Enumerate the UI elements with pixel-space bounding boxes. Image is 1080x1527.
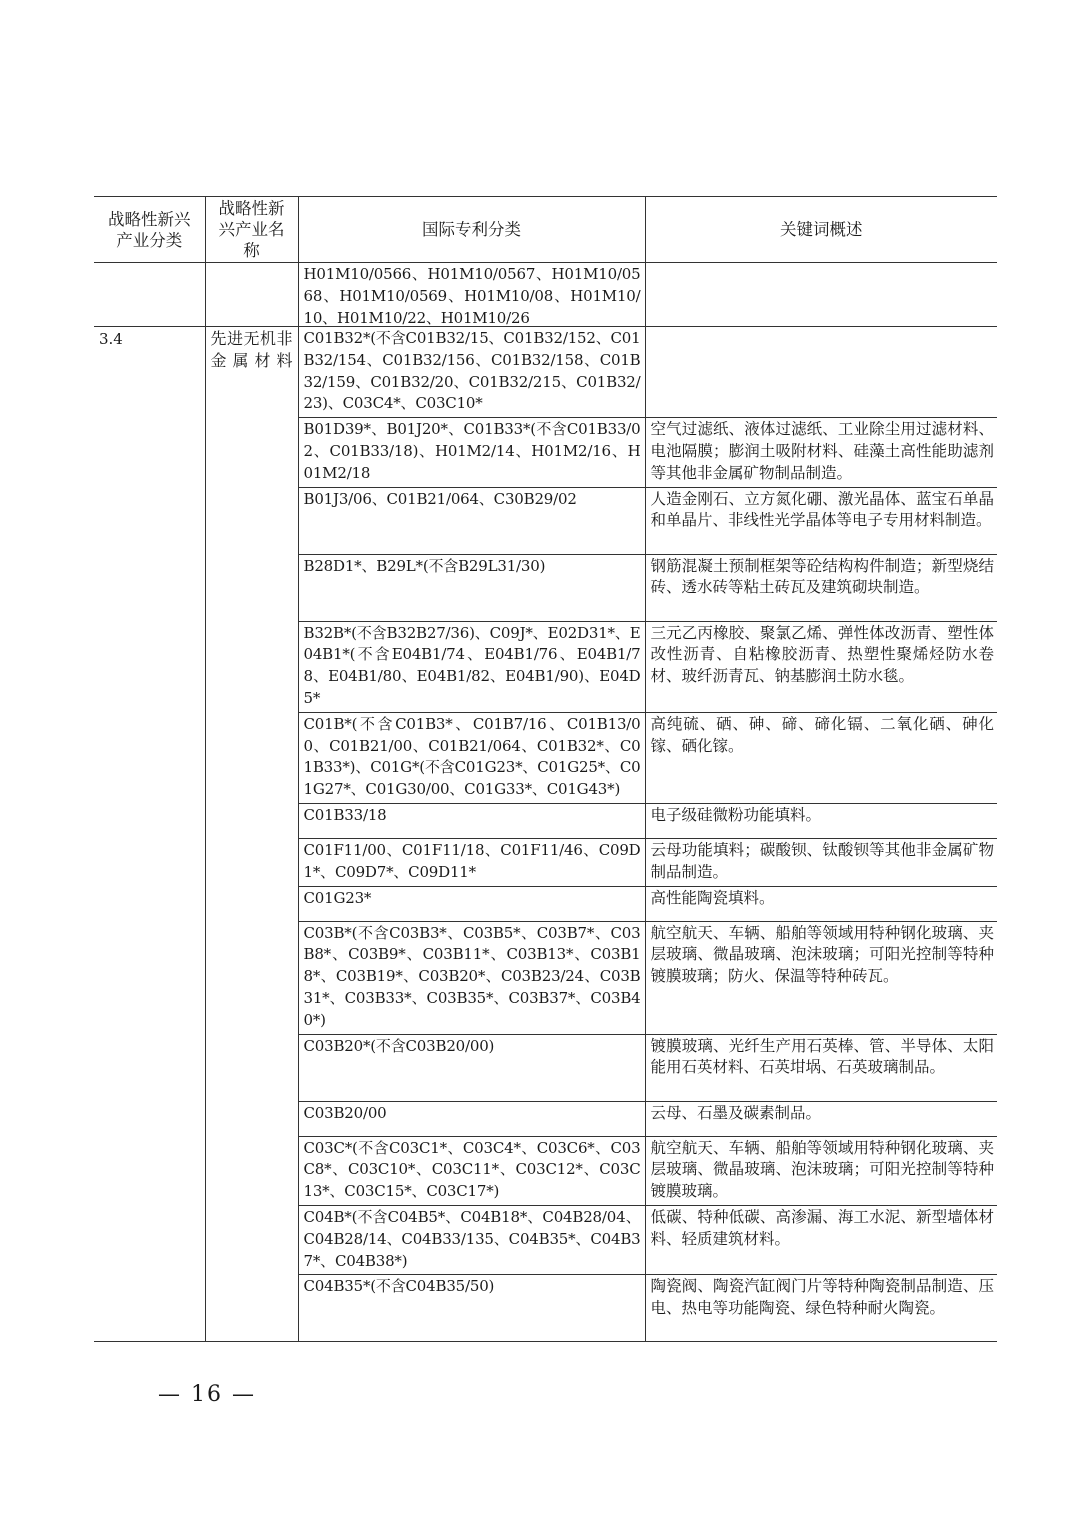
ipc-cell	[298, 712, 645, 803]
ipc-code-text: C01B33/18	[303, 805, 387, 824]
ipc-cell	[298, 1034, 645, 1101]
keywords-cell	[645, 1205, 997, 1274]
ipc-cell	[298, 886, 645, 921]
keywords-cell	[645, 1136, 997, 1205]
ipc-cell	[298, 1275, 645, 1342]
header-industry-name: 战略性新兴产业名称	[205, 197, 298, 263]
ipc-code-text: C01B*(不含C01B3*、C01B7/16、C01B13/00、C01B21/00、C01B21/064、C01B32*、C01B33*)、C01G*(不含C01G23*、C01G25*、C01G27*、C01G30/00、C01G33*、C01G43*)	[303, 714, 641, 799]
keywords-cell	[645, 1101, 997, 1136]
keywords-text: 人造金刚石、立方氮化硼、激光晶体、蓝宝石单晶和单晶片、非线性光学晶体等电子专用材料制造。	[650, 489, 994, 530]
header-keywords: 关键词概述	[645, 197, 997, 263]
ipc-code-text: C03B20*(不含C03B20/00)	[303, 1036, 495, 1055]
ipc-cell	[298, 1101, 645, 1136]
category-number-cell	[94, 327, 205, 1342]
classification-table	[94, 196, 997, 1342]
keywords-cell	[645, 418, 997, 487]
keywords-text: 云母功能填料；碳酸钡、钛酸钡等其他非金属矿物制品制造。	[650, 840, 994, 881]
keywords-cell	[645, 327, 997, 418]
ipc-cell	[298, 487, 645, 554]
ipc-cell	[298, 838, 645, 886]
keywords-text: 高性能陶瓷填料。	[650, 888, 775, 907]
ipc-code-text: B32B*(不含B32B27/36)、C09J*、E02D31*、E04B1*(不含E04B1/74、E04B1/76、E04B1/78、E04B1/80、E04B1/82、E04B1/90)、E04D5*	[303, 623, 641, 707]
ipc-code-text: C01F11/00、C01F11/18、C01F11/46、C09D1*、C09D7*、C09D11*	[303, 840, 641, 881]
ipc-cell	[298, 327, 645, 418]
ipc-code-text: B01D39*、B01J20*、C01B33*(不含C01B33/02、C01B33/18)、H01M2/14、H01M2/16、H01M2/18	[303, 420, 641, 482]
industry-name: 先进无机非金属材料	[210, 329, 293, 370]
category-cell-empty	[94, 263, 205, 327]
keywords-text: 电子级硅微粉功能填料。	[650, 805, 822, 824]
ipc-code-text: C04B35*(不含C04B35/50)	[303, 1277, 495, 1296]
ipc-code-text: C03C*(不含C03C1*、C03C4*、C03C6*、C03C8*、C03C10*、C03C11*、C03C12*、C03C13*、C03C15*、C03C17*)	[303, 1138, 641, 1201]
keywords-text: 钢筋混凝土预制框架等砼结构构件制造；新型烧结砖、透水砖等粘土砖瓦及建筑砌块制造。	[650, 556, 994, 597]
ipc-cell	[298, 418, 645, 487]
keywords-text: 航空航天、车辆、船舶等领域用特种钢化玻璃、夹层玻璃、微晶玻璃、泡沫玻璃；可阳光控制等特种镀膜玻璃；防火、保温等特种砖瓦。	[650, 923, 994, 986]
ipc-code-text: C03B20/00	[303, 1103, 387, 1122]
ipc-code-text: B28D1*、B29L*(不含B29L31/30)	[303, 556, 546, 575]
ipc-cell	[298, 1205, 645, 1274]
keywords-text	[646, 327, 998, 330]
keywords-text: 三元乙丙橡胶、聚氯乙烯、弹性体改沥青、塑性体改性沥青、自粘橡胶沥青、热塑性聚烯烃防水卷材、玻纤沥青瓦、钠基膨润土防水毯。	[650, 623, 994, 686]
table-row-continued	[94, 263, 997, 327]
keywords-text: 航空航天、车辆、船舶等领域用特种钢化玻璃、夹层玻璃、微晶玻璃、泡沫玻璃；可阳光控制等特种镀膜玻璃。	[650, 1138, 994, 1201]
ipc-cell	[298, 921, 645, 1034]
name-cell-empty	[205, 263, 298, 327]
keywords-cell	[645, 886, 997, 921]
ipc-code-text: B01J3/06、C01B21/064、C30B29/02	[303, 489, 577, 508]
keywords-text: 高纯硫、硒、砷、碲、碲化镉、二氧化硒、砷化镓、硒化镓。	[650, 714, 994, 755]
keywords-cell	[645, 921, 997, 1034]
keywords-text: 空气过滤纸、液体过滤纸、工业除尘用过滤材料、电池隔膜；膨润土吸附材料、硅藻土高性能助滤剂等其他非金属矿物制品制造。	[650, 420, 994, 482]
ipc-cell	[298, 1136, 645, 1205]
keywords-text: 低碳、特种低碳、高渗漏、海工水泥、新型墙体材料、轻质建筑材料。	[650, 1207, 994, 1248]
keywords-text: 陶瓷阀、陶瓷汽缸阀门片等特种陶瓷制品制造、压电、热电等功能陶瓷、绿色特种耐火陶瓷。	[650, 1277, 994, 1318]
keywords-cell	[645, 554, 997, 621]
keywords-text: 云母、石墨及碳素制品。	[650, 1103, 822, 1122]
category-number: 3.4	[99, 330, 123, 348]
keywords-text: 镀膜玻璃、光纤生产用石英棒、管、半导体、太阳能用石英材料、石英坩埚、石英玻璃制品。	[650, 1036, 994, 1077]
ipc-cell	[298, 803, 645, 838]
keywords-cell	[645, 712, 997, 803]
header-category: 战略性新兴产业分类	[94, 197, 205, 263]
industry-name-cell	[205, 327, 298, 1342]
keywords-cell	[645, 1034, 997, 1101]
page-number: — 16 —	[158, 1382, 256, 1407]
keywords-cell	[645, 803, 997, 838]
ipc-cell	[298, 554, 645, 621]
ipc-code-text: C03B*(不含C03B3*、C03B5*、C03B7*、C03B8*、C03B9*、C03B11*、C03B13*、C03B18*、C03B19*、C03B20*、C03B23/24、C03B31*、C03B33*、C03B35*、C03B37*、C03B40*)	[303, 923, 641, 1029]
keywords-cell	[645, 838, 997, 886]
ipc-code-text: C01G23*	[303, 888, 372, 907]
table-row	[94, 327, 997, 418]
keywords-cell	[645, 1275, 997, 1342]
ipc-cell	[298, 621, 645, 712]
ipc-code-text: C04B*(不含C04B5*、C04B18*、C04B28/04、C04B28/14、C04B33/135、C04B35*、C04B37*、C04B38*)	[303, 1207, 641, 1270]
ipc-cell: H01M10/0566、H01M10/0567、H01M10/0568、H01M10/0569、H01M10/08、H01M10/10、H01M10/22、H01M10/26	[298, 263, 645, 327]
table-header-row	[94, 197, 997, 263]
keywords-cell	[645, 621, 997, 712]
keywords-cell	[645, 263, 997, 327]
keywords-cell	[645, 487, 997, 554]
ipc-code-text: C01B32*(不含C01B32/15、C01B32/152、C01B32/154、C01B32/156、C01B32/158、C01B32/159、C01B32/20、C01B32/215、C01B32/23)、C03C4*、C03C10*	[303, 329, 641, 413]
header-ipc: 国际专利分类	[298, 197, 645, 263]
